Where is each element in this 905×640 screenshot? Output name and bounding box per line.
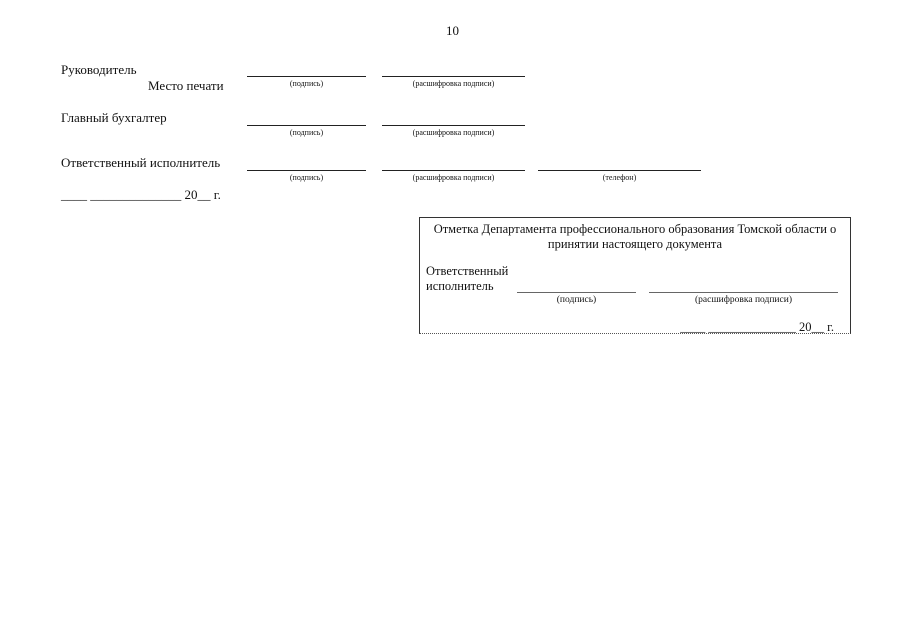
- stamp-label: Место печати: [148, 78, 224, 93]
- department-signature-line: [517, 292, 636, 293]
- responsible-phone-line: [538, 170, 701, 171]
- page-number: 10: [446, 23, 459, 38]
- manager-signature-caption: (подпись): [289, 79, 324, 88]
- department-responsible-label-line1: Ответственный: [426, 264, 509, 278]
- responsible-signature-line: [247, 170, 366, 171]
- department-date-line: ____ ______________ 20__ г.: [680, 320, 834, 334]
- responsible-label: Ответственный исполнитель: [61, 155, 221, 170]
- chief-accountant-label: Главный бухгалтер: [61, 110, 167, 125]
- responsible-decoding-line: [382, 170, 525, 171]
- responsible-phone-caption: (телефон): [602, 173, 637, 182]
- manager-decoding-caption: (расшифровка подписи): [412, 79, 495, 88]
- department-responsible-label-line2: исполнитель: [426, 279, 494, 293]
- accountant-signature-caption: (подпись): [289, 128, 324, 137]
- department-mark-box: [419, 217, 851, 334]
- department-signature-caption: (подпись): [556, 295, 597, 305]
- manager-signature-line: [247, 76, 366, 77]
- accountant-decoding-caption: (расшифровка подписи): [412, 128, 495, 137]
- accountant-decoding-line: [382, 125, 525, 126]
- date-line: ____ ______________ 20__ г.: [61, 187, 221, 202]
- manager-decoding-line: [382, 76, 525, 77]
- department-mark-title: Отметка Департамента профессионального образования Томской области о принятии настоящего документа: [433, 222, 837, 251]
- manager-label: Руководитель: [61, 62, 137, 77]
- responsible-decoding-caption: (расшифровка подписи): [412, 173, 495, 182]
- department-decoding-caption: (расшифровка подписи): [695, 295, 792, 305]
- department-decoding-line: [649, 292, 838, 293]
- accountant-signature-line: [247, 125, 366, 126]
- responsible-signature-caption: (подпись): [289, 173, 324, 182]
